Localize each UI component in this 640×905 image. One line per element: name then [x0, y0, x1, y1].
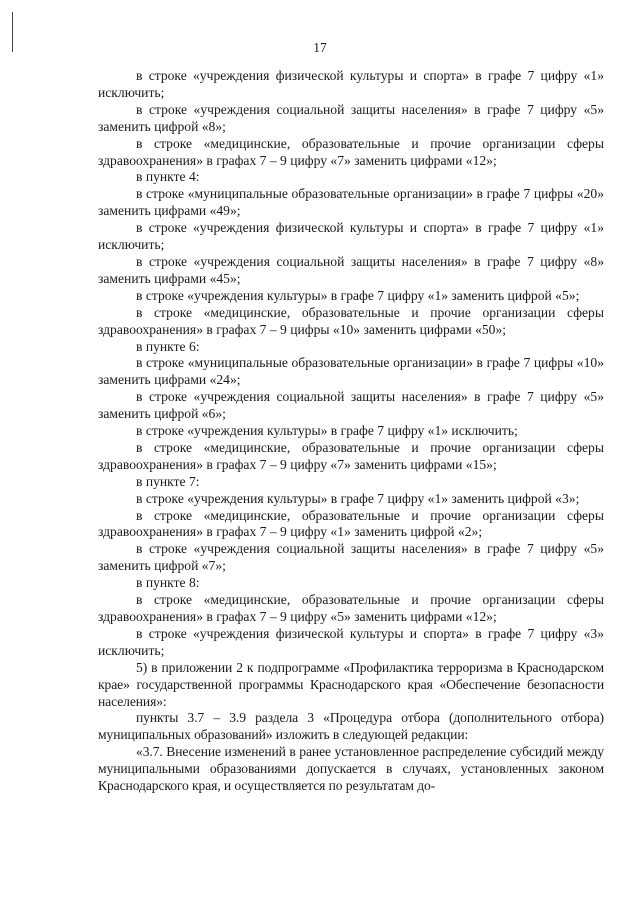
paragraph: в строке «учреждения социальной защиты населения» в графе 7 цифру «8» заменить цифрами «45»; — [98, 253, 604, 286]
paragraph: 5) в приложении 2 к подпрограмме «Профилактика терроризма в Краснодарском крае» государственной программы Краснодарского края «Обеспечение безопасности населения»: — [98, 659, 604, 709]
page-number: 17 — [313, 40, 327, 55]
paragraph: в строке «медицинские, образовательные и прочие организации сферы здравоохранения» в графах 7 – 9 цифры «10» заменить цифрами «50»; — [98, 304, 604, 337]
paragraph: в строке «учреждения культуры» в графе 7 цифру «1» исключить; — [136, 423, 518, 439]
paragraph: в строке «учреждения социальной защиты населения» в графе 7 цифру «5» заменить цифрой «6»; — [98, 389, 604, 422]
paragraph: в пункте 8: — [136, 575, 200, 591]
paragraph: в строке «учреждения физической культуры и спорта» в графе 7 цифру «1» исключить; — [98, 220, 604, 253]
paragraph: в пункте 7: — [136, 473, 200, 489]
paragraph: в строке «медицинские, образовательные и прочие организации сферы здравоохранения» в графах 7 – 9 цифру «5» заменить цифрами «12»; — [98, 592, 604, 624]
paragraph: в строке «учреждения культуры» в графе 7 цифру «1» заменить цифрой «3»; — [136, 490, 580, 506]
paragraph: в строке «муниципальные образовательные организации» в графе 7 цифры «20» заменить цифрами «49»; — [98, 186, 604, 219]
paragraph: в строке «медицинские, образовательные и прочие организации сферы здравоохранения» в графах 7 – 9 цифру «1» заменить цифрой «2»; — [98, 507, 604, 540]
paragraph: «3.7. Внесение изменений в ранее установленное распределение субсидий между муниципальными образованиями допускается в случаях, установленных законом Краснодарского края, и осуществляется по результатам до- — [98, 744, 604, 794]
paragraph: в строке «учреждения физической культуры и спорта» в графе 7 цифру «3» исключить; — [98, 625, 604, 658]
paragraph: в строке «медицинские, образовательные и прочие организации сферы здравоохранения» в графах 7 – 9 цифру «7» заменить цифрами «12»; — [98, 135, 604, 168]
paragraph: в строке «учреждения социальной защиты населения» в графе 7 цифру «5» заменить цифрой «8»; — [98, 101, 604, 134]
paragraph: в строке «муниципальные образовательные организации» в графе 7 цифры «10» заменить цифрами «24»; — [98, 355, 604, 388]
paragraph: в пункте 6: — [136, 338, 200, 354]
paragraph: в строке «учреждения физической культуры и спорта» в графе 7 цифру «1» исключить; — [98, 68, 604, 100]
paragraph: пункты 3.7 – 3.9 раздела 3 «Процедура отбора (дополнительного отбора) муниципальных образований» изложить в следующей редакции: — [98, 710, 604, 743]
paragraph: в строке «учреждения социальной защиты населения» в графе 7 цифру «5» заменить цифрой «7»; — [98, 541, 604, 574]
document-body — [98, 68, 604, 795]
paragraph: в строке «медицинские, образовательные и прочие организации сферы здравоохранения» в графах 7 – 9 цифру «7» заменить цифрами «15»; — [98, 439, 604, 472]
paragraph: в пункте 4: — [136, 169, 200, 185]
paragraph: в строке «учреждения культуры» в графе 7 цифру «1» заменить цифрой «5»; — [136, 287, 580, 303]
